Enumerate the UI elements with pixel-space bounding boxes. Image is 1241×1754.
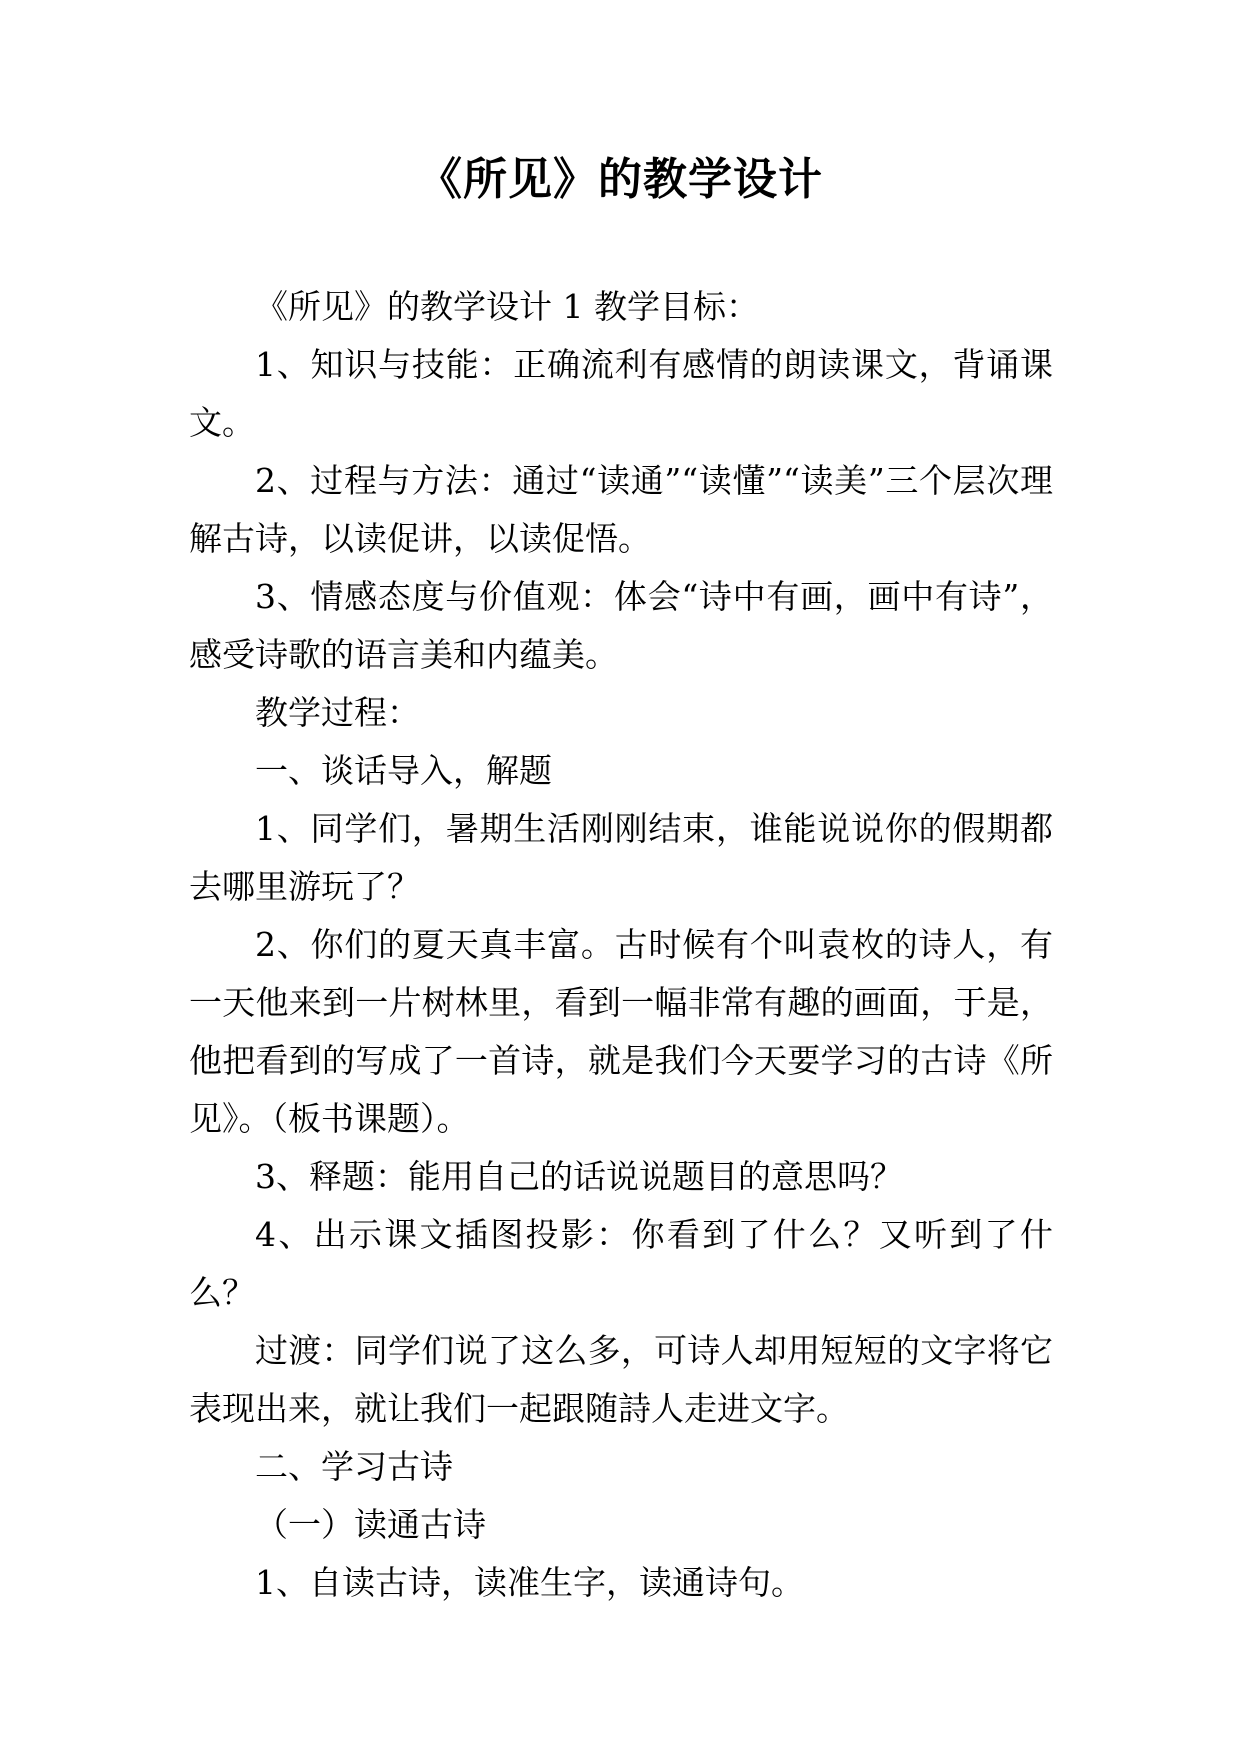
paragraph-objective-knowledge: 1、知识与技能：正确流利有感情的朗读课文，背诵课文。 [189,345,1053,442]
paragraph-heading-objectives: 《所见》的教学设计 1 教学目标： [255,287,759,326]
paragraph-objective-emotion: 3、情感态度与价值观：体会“诗中有画，画中有诗”，感受诗歌的语言美和内蕴美。 [189,577,1053,674]
document-title: 《所见》的教学设计 [418,154,823,205]
paragraph-intro-step3: 3、释题：能用自己的话说说题目的意思吗？ [255,1157,903,1196]
paragraph-intro-step2: 2、你们的夏天真丰富。古时候有个叫袁枚的诗人，有一天他来到一片树林里，看到一幅非常有趣的画面，于是，他把看到的写成了一首诗，就是我们今天要学习的古诗《所见》。（板书课题）。 [189,925,1053,1138]
paragraph-intro-step4: 4、出示课文插图投影：你看到了什么？又听到了什么？ [189,1215,1053,1312]
paragraph-section-intro: 一、谈话导入，解题 [255,751,552,790]
paragraph-subsection-read: （一）读通古诗 [255,1505,486,1544]
paragraph-read-step1: 1、自读古诗，读准生字，读通诗句。 [255,1563,804,1602]
document-body [189,278,1053,1612]
paragraph-heading-process: 教学过程： [255,693,420,732]
paragraph-intro-step1: 1、同学们，暑期生活刚刚结束，谁能说说你的假期都去哪里游玩了？ [189,809,1053,906]
paragraph-objective-process: 2、过程与方法：通过“读通”“读懂”“读美”三个层次理解古诗，以读促讲，以读促悟。 [189,461,1053,558]
paragraph-transition: 过渡：同学们说了这么多，可诗人却用短短的文字将它表现出来，就让我们一起跟随詩人走进文字。 [189,1331,1053,1428]
paragraph-section-study: 二、学习古诗 [255,1447,453,1486]
